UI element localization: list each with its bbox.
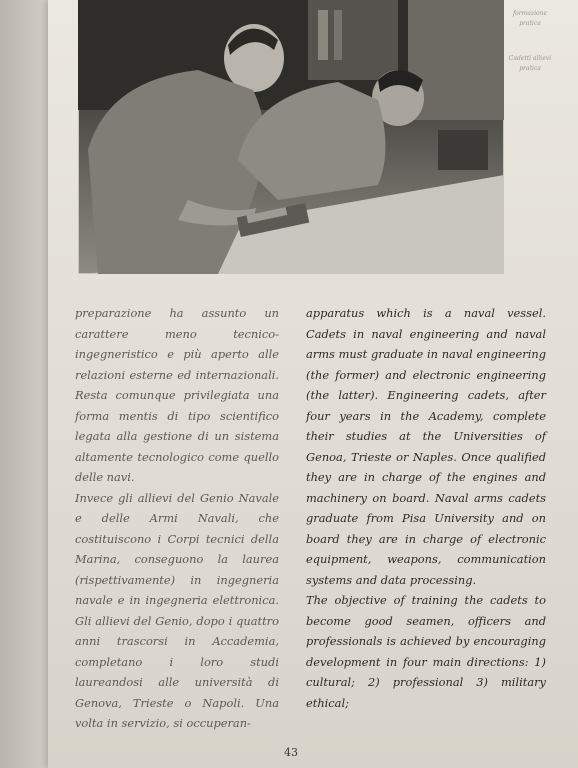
english-text-column bbox=[306, 303, 546, 713]
paragraph: apparatus which is a naval vessel. Cadets in naval engineering and naval arms must graduate in naval engineering (the former) and electronic engineering (the latter). Engineering cadets, after four years in the Academy, complete their studies at the Universities of Genoa, Trieste or Naples. Once qualified they are in charge of the engines and machinery on board. Naval arms cadets graduate from Pisa University and on board they are in charge of electronic equipment, weapons, communication systems and data processing. bbox=[306, 306, 546, 587]
paragraph: The objective of training the cadets to become good seamen, officers and professionals is achieved by encouraging development in four main directions: 1) cultural; 2) professional 3) military ethical; bbox=[306, 593, 546, 710]
photo-cadets-at-work bbox=[78, 0, 504, 274]
italian-text-column bbox=[75, 303, 279, 734]
side-note: Cadetti allievi bbox=[508, 55, 552, 62]
page-number: 43 bbox=[284, 746, 298, 759]
photo-illustration bbox=[78, 0, 504, 274]
side-note: pratica bbox=[519, 65, 541, 72]
paragraph: Invece gli allievi del Genio Navale e delle Armi Navali, che costituiscono i Corpi tecnici della Marina, conseguono la laurea (rispettivamente) in ingegneria navale e in ingegneria elettronica. Gli allievi del Genio, dopo i quattro anni trascorsi in Accademia, completano i loro studi laureandosi alle università di Genova, Trieste o Napoli. Una volta in servizio, si occuperan- bbox=[75, 490, 279, 730]
side-note: formazione bbox=[512, 10, 548, 17]
photo-machine bbox=[438, 130, 488, 170]
paragraph: preparazione ha assunto un carattere meno tecnico-ingegneristico e più aperto alle relazioni esterne ed internazionali. Resta comunque privilegiata una forma mentis di tipo scientifico legata alla gestione di un sistema altamente tecnologico come quello delle navi. bbox=[75, 306, 279, 484]
side-note: pratica bbox=[519, 20, 541, 27]
